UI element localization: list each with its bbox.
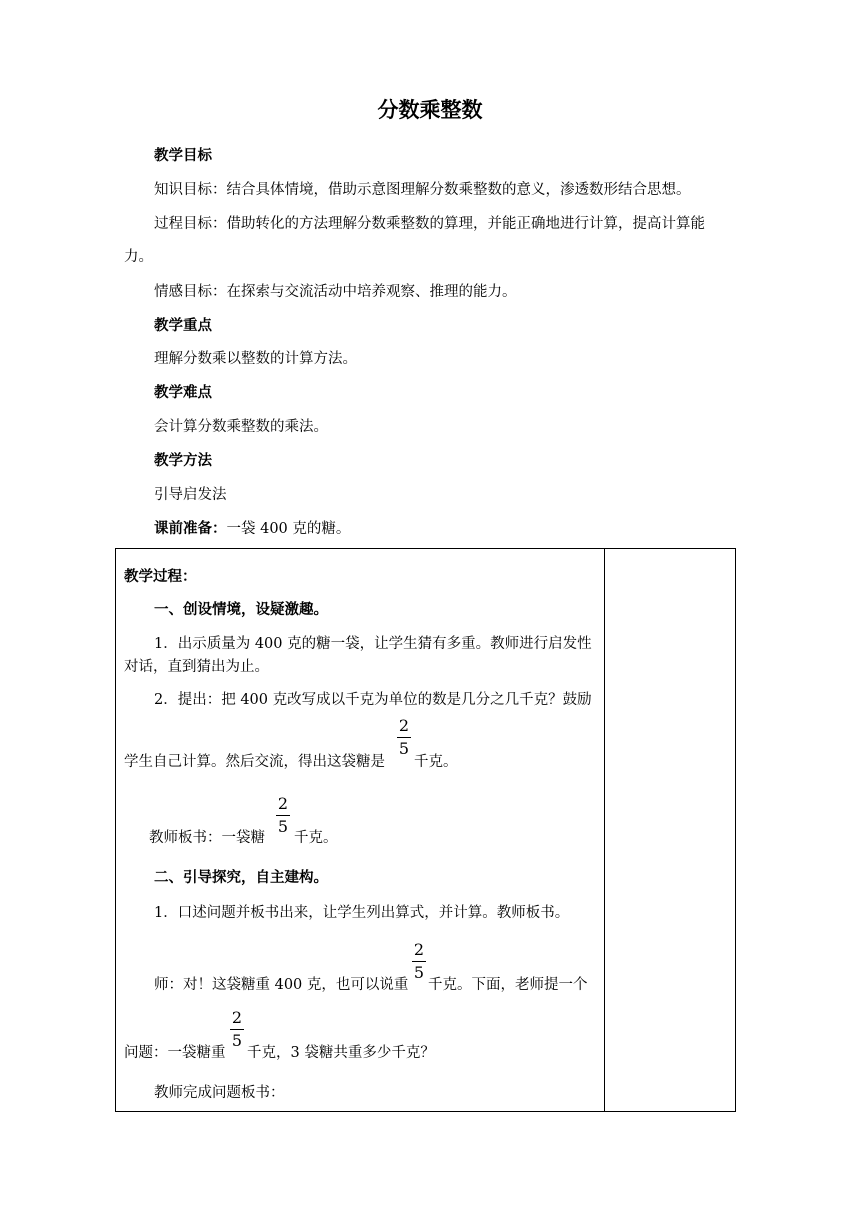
fraction-bar <box>397 737 411 738</box>
prep-text: 一袋 400 克的糖。 <box>226 521 351 537</box>
fraction-numerator: 2 <box>413 940 425 959</box>
fraction-two-fifths <box>276 796 290 835</box>
section-2-heading: 二、引导探究，自主建构。 <box>154 870 328 886</box>
prep-label: 课前准备： <box>154 521 227 537</box>
key-point-heading: 教学重点 <box>154 318 212 334</box>
item-2-line1: 2．提出：把 400 克改写成以千克为单位的数是几分之几千克？鼓励 <box>154 692 592 708</box>
board-line-start: 教师板书：一袋糖 <box>149 830 265 846</box>
fraction-bar <box>230 1029 244 1030</box>
fraction-denominator: 5 <box>398 739 410 758</box>
question-line-end: 千克，3 袋糖共重多少千克？ <box>247 1045 435 1061</box>
emotion-objective: 情感目标：在探索与交流活动中培养观察、推理的能力。 <box>154 284 517 300</box>
fraction-denominator: 5 <box>231 1031 243 1050</box>
fraction-numerator: 2 <box>277 794 289 813</box>
fraction-bar <box>412 961 426 962</box>
fraction-denominator: 5 <box>413 963 425 982</box>
difficulty-heading: 教学难点 <box>154 385 212 401</box>
fraction-two-fifths <box>397 718 411 757</box>
fraction-bar <box>276 815 290 816</box>
fraction-numerator: 2 <box>231 1008 243 1027</box>
process-objective-line2: 力。 <box>124 249 153 265</box>
prep-line <box>154 517 350 538</box>
finish-line: 教师完成问题板书： <box>154 1085 285 1101</box>
item-2-line2-start: 学生自己计算。然后交流，得出这袋糖是 <box>124 754 385 770</box>
question-line-start: 问题：一袋糖重 <box>124 1045 226 1061</box>
page-title: 分数乘整数 <box>377 98 483 122</box>
fraction-two-fifths <box>412 942 426 981</box>
method-text: 引导启发法 <box>154 487 227 503</box>
teacher-line-start: 师：对！这袋糖重 400 克，也可以说重 <box>154 977 409 993</box>
method-heading: 教学方法 <box>154 453 212 469</box>
item-2-line2-end: 千克。 <box>414 754 458 770</box>
item-1-line1: 1．出示质量为 400 克的糖一袋，让学生猜有多重。教师进行启发性 <box>154 636 592 652</box>
board-line-end: 千克。 <box>294 830 338 846</box>
item-3: 1．口述问题并板书出来，让学生列出算式，并计算。教师板书。 <box>154 905 570 921</box>
item-1-line2: 对话，直到猜出为止。 <box>124 659 269 675</box>
fraction-two-fifths <box>230 1010 244 1049</box>
process-objective-line1: 过程目标：借助转化的方法理解分数乘整数的算理，并能正确地进行计算，提高计算能 <box>154 216 705 232</box>
objectives-heading: 教学目标 <box>154 148 212 164</box>
process-heading: 教学过程： <box>124 569 197 585</box>
fraction-numerator: 2 <box>398 716 410 735</box>
fraction-denominator: 5 <box>277 817 289 836</box>
difficulty-text: 会计算分数乘整数的乘法。 <box>154 419 328 435</box>
teacher-line-end: 千克。下面，老师提一个 <box>428 977 588 993</box>
key-point-text: 理解分数乘以整数的计算方法。 <box>154 351 357 367</box>
notes-cell <box>605 549 736 1112</box>
section-1-heading: 一、创设情境，设疑激趣。 <box>154 602 328 618</box>
knowledge-objective: 知识目标：结合具体情境，借助示意图理解分数乘整数的意义，渗透数形结合思想。 <box>154 182 691 198</box>
